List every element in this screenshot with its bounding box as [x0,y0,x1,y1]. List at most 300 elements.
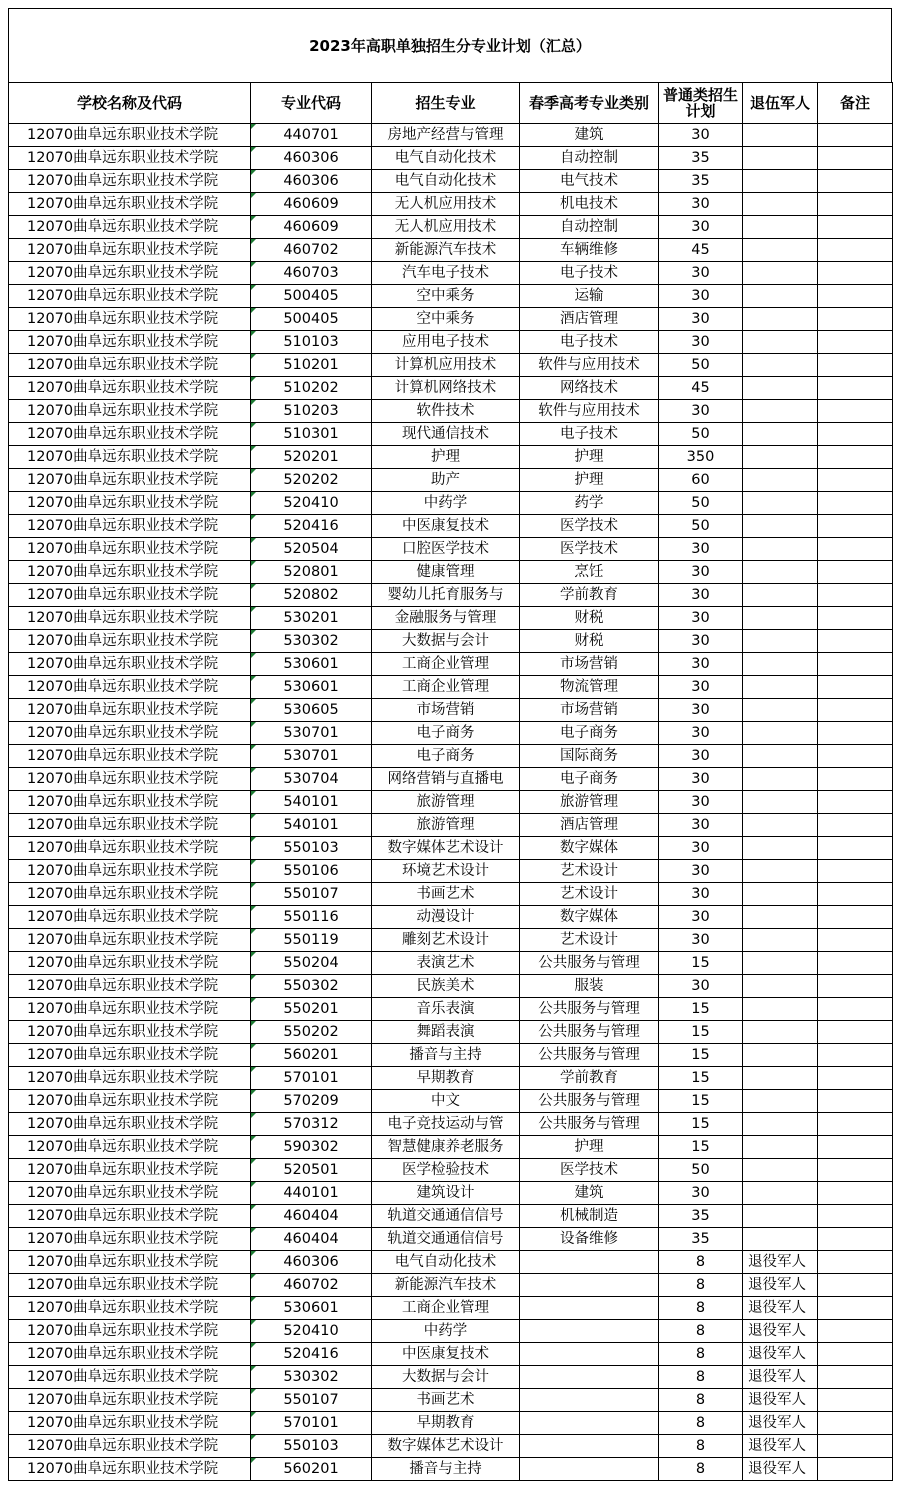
cell-school: 12070曲阜远东职业技术学院 [9,699,251,722]
cell-veteran: 退役军人 [743,1389,818,1412]
cell-plan: 30 [659,791,743,814]
cell-veteran [743,745,818,768]
table-row [9,561,893,584]
cell-veteran: 退役军人 [743,1343,818,1366]
cell-plan: 30 [659,607,743,630]
cell-note [818,607,893,630]
cell-veteran [743,239,818,262]
cell-veteran [743,630,818,653]
cell-major: 动漫设计 [372,906,520,929]
cell-school: 12070曲阜远东职业技术学院 [9,1435,251,1458]
cell-school: 12070曲阜远东职业技术学院 [9,653,251,676]
cell-veteran [743,331,818,354]
cell-plan: 50 [659,1159,743,1182]
cell-note [818,699,893,722]
cell-major-code: 550302 [251,975,372,998]
cell-major: 旅游管理 [372,814,520,837]
cell-note [818,354,893,377]
cell-plan: 30 [659,722,743,745]
table-body [9,124,893,1481]
table-row [9,124,893,147]
cell-school: 12070曲阜远东职业技术学院 [9,883,251,906]
cell-note [818,1320,893,1343]
cell-school: 12070曲阜远东职业技术学院 [9,1297,251,1320]
cell-veteran [743,262,818,285]
cell-major-code: 540101 [251,791,372,814]
cell-major: 空中乘务 [372,308,520,331]
cell-school: 12070曲阜远东职业技术学院 [9,630,251,653]
cell-plan: 15 [659,1044,743,1067]
cell-major: 口腔医学技术 [372,538,520,561]
table-row [9,906,893,929]
cell-note [818,469,893,492]
cell-major: 现代通信技术 [372,423,520,446]
table-row [9,1389,893,1412]
table-row [9,1458,893,1481]
table-row [9,584,893,607]
cell-note [818,1090,893,1113]
cell-category: 电子技术 [520,423,659,446]
cell-school: 12070曲阜远东职业技术学院 [9,1320,251,1343]
cell-plan: 30 [659,1182,743,1205]
cell-plan: 60 [659,469,743,492]
cell-major-code: 570101 [251,1412,372,1435]
cell-major: 书画艺术 [372,1389,520,1412]
cell-veteran [743,1159,818,1182]
cell-major-code: 550116 [251,906,372,929]
cell-school: 12070曲阜远东职业技术学院 [9,1389,251,1412]
cell-note [818,400,893,423]
table-row [9,538,893,561]
cell-major: 新能源汽车技术 [372,239,520,262]
cell-veteran [743,584,818,607]
cell-school: 12070曲阜远东职业技术学院 [9,538,251,561]
cell-school: 12070曲阜远东职业技术学院 [9,423,251,446]
cell-category: 学前教育 [520,1067,659,1090]
cell-note [818,722,893,745]
cell-category [520,1274,659,1297]
table-row [9,285,893,308]
cell-major-code: 550107 [251,883,372,906]
cell-plan: 30 [659,124,743,147]
cell-category: 公共服务与管理 [520,1090,659,1113]
cell-veteran [743,1113,818,1136]
cell-plan: 30 [659,929,743,952]
cell-category: 财税 [520,607,659,630]
cell-major-code: 570209 [251,1090,372,1113]
cell-plan: 30 [659,860,743,883]
cell-note [818,193,893,216]
cell-plan: 15 [659,1113,743,1136]
cell-note [818,952,893,975]
cell-category [520,1412,659,1435]
table-row [9,1320,893,1343]
cell-note [818,239,893,262]
cell-category: 酒店管理 [520,814,659,837]
cell-category: 数字媒体 [520,837,659,860]
cell-school: 12070曲阜远东职业技术学院 [9,975,251,998]
cell-veteran [743,538,818,561]
cell-school: 12070曲阜远东职业技术学院 [9,584,251,607]
cell-school: 12070曲阜远东职业技术学院 [9,837,251,860]
cell-category: 医学技术 [520,515,659,538]
cell-plan: 30 [659,216,743,239]
cell-category: 艺术设计 [520,860,659,883]
cell-school: 12070曲阜远东职业技术学院 [9,745,251,768]
cell-note [818,1136,893,1159]
cell-school: 12070曲阜远东职业技术学院 [9,1067,251,1090]
table-row [9,1067,893,1090]
table-row [9,1205,893,1228]
cell-veteran: 退役军人 [743,1366,818,1389]
cell-category: 物流管理 [520,676,659,699]
table-row [9,170,893,193]
cell-note [818,331,893,354]
cell-school: 12070曲阜远东职业技术学院 [9,998,251,1021]
table-row [9,423,893,446]
cell-note [818,492,893,515]
cell-category: 护理 [520,1136,659,1159]
cell-school: 12070曲阜远东职业技术学院 [9,1228,251,1251]
cell-plan: 8 [659,1343,743,1366]
cell-veteran [743,124,818,147]
cell-plan: 8 [659,1320,743,1343]
cell-note [818,515,893,538]
cell-category: 自动控制 [520,147,659,170]
cell-note [818,791,893,814]
cell-major: 舞蹈表演 [372,1021,520,1044]
cell-note [818,768,893,791]
cell-major: 智慧健康养老服务 [372,1136,520,1159]
cell-plan: 30 [659,400,743,423]
cell-major: 工商企业管理 [372,676,520,699]
cell-category: 数字媒体 [520,906,659,929]
cell-plan: 30 [659,584,743,607]
cell-major-code: 530605 [251,699,372,722]
cell-major: 雕刻艺术设计 [372,929,520,952]
cell-plan: 8 [659,1274,743,1297]
cell-plan: 30 [659,308,743,331]
cell-major-code: 460702 [251,1274,372,1297]
cell-veteran [743,860,818,883]
cell-note [818,1044,893,1067]
cell-major-code: 530704 [251,768,372,791]
cell-major: 电子竞技运动与管 [372,1113,520,1136]
cell-plan: 15 [659,952,743,975]
cell-category [520,1251,659,1274]
header-plan: 普通类招生计划 [659,83,743,124]
cell-school: 12070曲阜远东职业技术学院 [9,354,251,377]
cell-major: 大数据与会计 [372,1366,520,1389]
cell-school: 12070曲阜远东职业技术学院 [9,1205,251,1228]
cell-major-code: 560201 [251,1044,372,1067]
cell-major: 无人机应用技术 [372,216,520,239]
cell-major-code: 550119 [251,929,372,952]
cell-major: 助产 [372,469,520,492]
cell-note [818,446,893,469]
cell-category: 旅游管理 [520,791,659,814]
cell-veteran [743,423,818,446]
cell-school: 12070曲阜远东职业技术学院 [9,193,251,216]
cell-note [818,1366,893,1389]
cell-major-code: 530302 [251,630,372,653]
cell-major: 中文 [372,1090,520,1113]
cell-plan: 30 [659,285,743,308]
cell-veteran [743,1182,818,1205]
cell-major-code: 460306 [251,170,372,193]
cell-category [520,1320,659,1343]
cell-veteran [743,791,818,814]
cell-category: 机械制造 [520,1205,659,1228]
cell-note [818,124,893,147]
cell-major-code: 530302 [251,1366,372,1389]
table-row [9,676,893,699]
cell-category: 公共服务与管理 [520,1021,659,1044]
cell-veteran [743,952,818,975]
cell-school: 12070曲阜远东职业技术学院 [9,1182,251,1205]
cell-major-code: 460609 [251,193,372,216]
cell-school: 12070曲阜远东职业技术学院 [9,1412,251,1435]
cell-plan: 35 [659,170,743,193]
cell-category: 建筑 [520,1182,659,1205]
cell-plan: 50 [659,423,743,446]
cell-veteran [743,1136,818,1159]
cell-category [520,1366,659,1389]
cell-veteran [743,768,818,791]
cell-plan: 30 [659,653,743,676]
cell-category: 自动控制 [520,216,659,239]
cell-plan: 30 [659,676,743,699]
cell-category [520,1458,659,1481]
cell-major: 早期教育 [372,1412,520,1435]
cell-note [818,285,893,308]
table-row [9,1113,893,1136]
table-row [9,354,893,377]
cell-veteran [743,400,818,423]
cell-major-code: 530601 [251,1297,372,1320]
cell-school: 12070曲阜远东职业技术学院 [9,768,251,791]
cell-major: 电气自动化技术 [372,1251,520,1274]
cell-category: 电气技术 [520,170,659,193]
cell-major-code: 520202 [251,469,372,492]
cell-veteran [743,170,818,193]
cell-school: 12070曲阜远东职业技术学院 [9,791,251,814]
cell-major: 电气自动化技术 [372,170,520,193]
cell-note [818,262,893,285]
cell-note [818,423,893,446]
cell-major: 音乐表演 [372,998,520,1021]
cell-school: 12070曲阜远东职业技术学院 [9,1044,251,1067]
cell-major: 新能源汽车技术 [372,1274,520,1297]
cell-veteran [743,1044,818,1067]
cell-major-code: 550106 [251,860,372,883]
cell-school: 12070曲阜远东职业技术学院 [9,170,251,193]
cell-major: 轨道交通通信信号 [372,1205,520,1228]
cell-note [818,745,893,768]
cell-school: 12070曲阜远东职业技术学院 [9,561,251,584]
cell-major-code: 510103 [251,331,372,354]
cell-note [818,837,893,860]
cell-major: 数字媒体艺术设计 [372,837,520,860]
cell-major-code: 550103 [251,837,372,860]
table-row [9,239,893,262]
cell-major: 工商企业管理 [372,1297,520,1320]
cell-major-code: 440701 [251,124,372,147]
cell-veteran: 退役军人 [743,1251,818,1274]
cell-plan: 8 [659,1389,743,1412]
table-row [9,630,893,653]
cell-plan: 8 [659,1412,743,1435]
cell-veteran [743,377,818,400]
cell-plan: 8 [659,1458,743,1481]
cell-school: 12070曲阜远东职业技术学院 [9,331,251,354]
cell-category: 市场营销 [520,699,659,722]
cell-note [818,1297,893,1320]
cell-major: 电气自动化技术 [372,147,520,170]
cell-school: 12070曲阜远东职业技术学院 [9,492,251,515]
cell-note [818,1435,893,1458]
cell-major-code: 550202 [251,1021,372,1044]
table-row [9,653,893,676]
cell-school: 12070曲阜远东职业技术学院 [9,1251,251,1274]
cell-major-code: 550204 [251,952,372,975]
cell-school: 12070曲阜远东职业技术学院 [9,676,251,699]
cell-major-code: 510202 [251,377,372,400]
table-row [9,446,893,469]
cell-school: 12070曲阜远东职业技术学院 [9,1113,251,1136]
cell-plan: 35 [659,1205,743,1228]
cell-major: 房地产经营与管理 [372,124,520,147]
cell-note [818,1113,893,1136]
cell-category: 烹饪 [520,561,659,584]
cell-plan: 30 [659,193,743,216]
cell-major: 民族美术 [372,975,520,998]
cell-veteran [743,722,818,745]
table-row [9,722,893,745]
cell-school: 12070曲阜远东职业技术学院 [9,929,251,952]
cell-plan: 30 [659,699,743,722]
cell-note [818,814,893,837]
cell-plan: 35 [659,1228,743,1251]
cell-note [818,147,893,170]
cell-category: 酒店管理 [520,308,659,331]
cell-plan: 15 [659,1136,743,1159]
cell-major: 表演艺术 [372,952,520,975]
cell-veteran: 退役军人 [743,1458,818,1481]
cell-plan: 8 [659,1251,743,1274]
cell-plan: 30 [659,630,743,653]
cell-major: 工商企业管理 [372,653,520,676]
table-row [9,1412,893,1435]
cell-note [818,1458,893,1481]
cell-school: 12070曲阜远东职业技术学院 [9,1458,251,1481]
cell-major: 婴幼儿托育服务与 [372,584,520,607]
page-title: 2023年高职单独招生分专业计划（汇总） [8,8,892,83]
cell-note [818,170,893,193]
cell-veteran [743,1090,818,1113]
cell-major: 中医康复技术 [372,515,520,538]
cell-school: 12070曲阜远东职业技术学院 [9,147,251,170]
cell-major: 汽车电子技术 [372,262,520,285]
cell-major: 计算机应用技术 [372,354,520,377]
table-row [9,860,893,883]
cell-veteran [743,906,818,929]
table-row [9,745,893,768]
cell-major: 中药学 [372,1320,520,1343]
cell-school: 12070曲阜远东职业技术学院 [9,1274,251,1297]
cell-major-code: 530201 [251,607,372,630]
cell-plan: 30 [659,331,743,354]
cell-plan: 15 [659,998,743,1021]
cell-veteran [743,929,818,952]
cell-category: 网络技术 [520,377,659,400]
cell-major: 早期教育 [372,1067,520,1090]
cell-school: 12070曲阜远东职业技术学院 [9,469,251,492]
cell-note [818,1412,893,1435]
cell-category: 运输 [520,285,659,308]
cell-veteran [743,607,818,630]
cell-major: 市场营销 [372,699,520,722]
cell-plan: 30 [659,837,743,860]
cell-veteran [743,561,818,584]
cell-school: 12070曲阜远东职业技术学院 [9,239,251,262]
cell-category: 药学 [520,492,659,515]
cell-school: 12070曲阜远东职业技术学院 [9,1021,251,1044]
cell-school: 12070曲阜远东职业技术学院 [9,1136,251,1159]
cell-plan: 30 [659,768,743,791]
cell-major: 电子商务 [372,745,520,768]
cell-plan: 35 [659,147,743,170]
cell-category: 护理 [520,469,659,492]
cell-note [818,676,893,699]
cell-major-code: 520501 [251,1159,372,1182]
cell-note [818,377,893,400]
cell-major: 电子商务 [372,722,520,745]
cell-major: 金融服务与管理 [372,607,520,630]
cell-school: 12070曲阜远东职业技术学院 [9,860,251,883]
cell-note [818,561,893,584]
table-row [9,1435,893,1458]
cell-plan: 350 [659,446,743,469]
cell-major: 书画艺术 [372,883,520,906]
cell-major-code: 570312 [251,1113,372,1136]
cell-veteran [743,446,818,469]
cell-category: 软件与应用技术 [520,354,659,377]
cell-note [818,1021,893,1044]
cell-plan: 8 [659,1297,743,1320]
cell-veteran: 退役军人 [743,1435,818,1458]
cell-veteran [743,998,818,1021]
cell-category: 公共服务与管理 [520,1044,659,1067]
cell-category [520,1389,659,1412]
cell-major: 建筑设计 [372,1182,520,1205]
cell-note [818,1389,893,1412]
cell-major-code: 460702 [251,239,372,262]
cell-school: 12070曲阜远东职业技术学院 [9,285,251,308]
cell-major-code: 540101 [251,814,372,837]
cell-category: 软件与应用技术 [520,400,659,423]
cell-major: 中药学 [372,492,520,515]
cell-veteran: 退役军人 [743,1412,818,1435]
cell-note [818,1067,893,1090]
cell-major-code: 530701 [251,722,372,745]
cell-veteran [743,285,818,308]
cell-plan: 30 [659,906,743,929]
cell-veteran [743,515,818,538]
cell-veteran [743,975,818,998]
cell-major-code: 460306 [251,1251,372,1274]
table-row [9,1228,893,1251]
